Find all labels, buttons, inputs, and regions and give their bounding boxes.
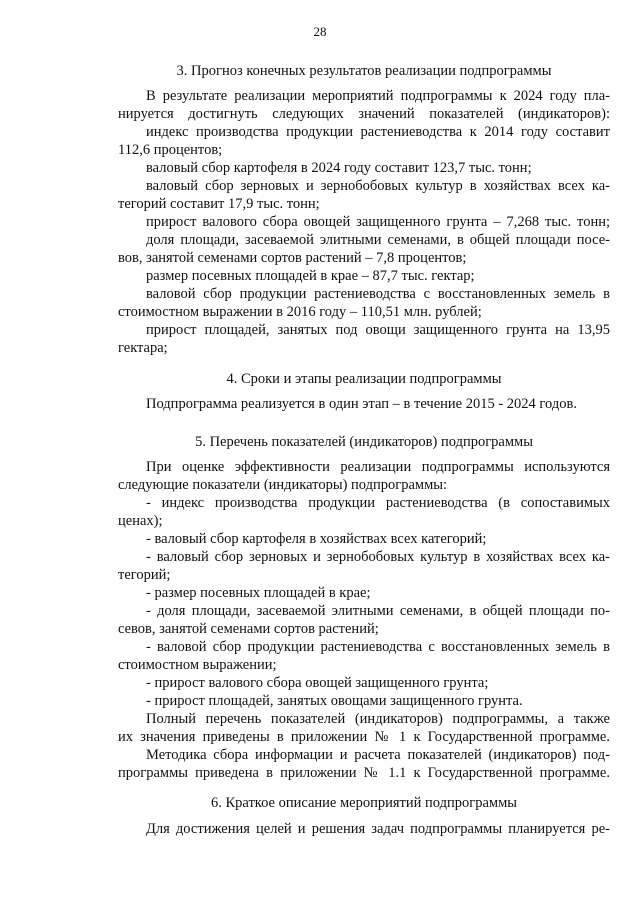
s3-line-1: В результате реализации мероприятий подпрограммы к 2024 году пла-	[146, 88, 610, 104]
s5-line-12: стоимостном выражении;	[118, 657, 277, 673]
page-number: 28	[313, 24, 327, 39]
s5-line-1: При оценке эффективности реализации подпрограммы используются	[146, 459, 610, 475]
s3-line-12: валовой сбор продукции растениеводства с восстановленных земель в	[146, 286, 610, 302]
section-6-heading: 6. Краткое описание мероприятий подпрограммы	[210, 795, 517, 811]
s3-line-15: гектара;	[118, 340, 168, 356]
s3-line-2: нируется достигнуть следующих значений показателей (индикаторов):	[118, 106, 610, 122]
s3-line-11: размер посевных площадей в крае – 87,7 тыс. гектар;	[146, 268, 475, 284]
s3-line-13: стоимостном выражении в 2016 году – 110,51 млн. рублей;	[118, 304, 482, 320]
s3-line-14: прирост площадей, занятых под овощи защищенного грунта на 13,95	[146, 322, 610, 338]
s3-line-4: 112,6 процентов;	[118, 142, 223, 158]
s5-line-15: Полный перечень показателей (индикаторов) подпрограммы, а также	[146, 711, 610, 727]
section-5-heading: 5. Перечень показателей (индикаторов) подпрограммы	[195, 434, 533, 450]
s3-line-8: прирост валового сбора овощей защищенного грунта – 7,268 тыс. тонн;	[146, 214, 610, 230]
s5-line-2: следующие показатели (индикаторы) подпрограммы:	[118, 477, 448, 493]
s3-line-7: тегорий составит 17,9 тыс. тонн;	[118, 196, 320, 212]
section-4-heading: 4. Сроки и этапы реализации подпрограммы	[226, 371, 502, 387]
s6-line-1: Для достижения целей и решения задач подпрограммы планируется ре-	[146, 821, 610, 837]
s5-line-5: - валовый сбор картофеля в хозяйствах всех категорий;	[146, 531, 487, 547]
s5-line-8: - размер посевных площадей в крае;	[146, 585, 371, 601]
s5-line-6: - валовый сбор зерновых и зернобобовых культур в хозяйствах всех ка-	[146, 549, 610, 565]
s3-line-6: валовый сбор зерновых и зернобобовых культур в хозяйствах всех ка-	[146, 178, 610, 194]
s3-line-5: валовый сбор картофеля в 2024 году составит 123,7 тыс. тонн;	[146, 160, 532, 176]
s5-line-16: их значения приведены в приложении № 1 к Государственной программе.	[118, 729, 610, 745]
s3-line-10: вов, занятой семенами сортов растений – 7,8 процентов;	[118, 250, 467, 266]
s5-line-10: севов, занятой семенами сортов растений;	[118, 621, 379, 637]
s5-line-11: - валовой сбор продукции растениеводства с восстановленных земель в	[146, 639, 610, 655]
s5-line-14: - прирост площадей, занятых овощами защищенного грунта.	[146, 693, 523, 709]
s5-line-13: - прирост валового сбора овощей защищенного грунта;	[146, 675, 489, 691]
section-3-heading: 3. Прогноз конечных результатов реализации подпрограммы	[176, 63, 552, 79]
s5-line-4: ценах);	[118, 513, 163, 529]
s5-line-18: программы приведена в приложении № 1.1 к Государственной программе.	[118, 765, 610, 781]
s5-line-9: - доля площади, засеваемой элитными семенами, в общей площади по-	[146, 603, 610, 619]
s4-line-1: Подпрограмма реализуется в один этап – в течение 2015 - 2024 годов.	[146, 396, 577, 412]
s5-line-17: Методика сбора информации и расчета показателей (индикаторов) под-	[146, 747, 610, 763]
s5-line-7: тегорий;	[118, 567, 171, 583]
s3-line-3: индекс производства продукции растениеводства к 2014 году составит	[146, 124, 610, 140]
s5-line-3: - индекс производства продукции растениеводства (в сопоставимых	[146, 495, 610, 511]
s3-line-9: доля площади, засеваемой элитными семенами, в общей площади посе-	[146, 232, 610, 248]
